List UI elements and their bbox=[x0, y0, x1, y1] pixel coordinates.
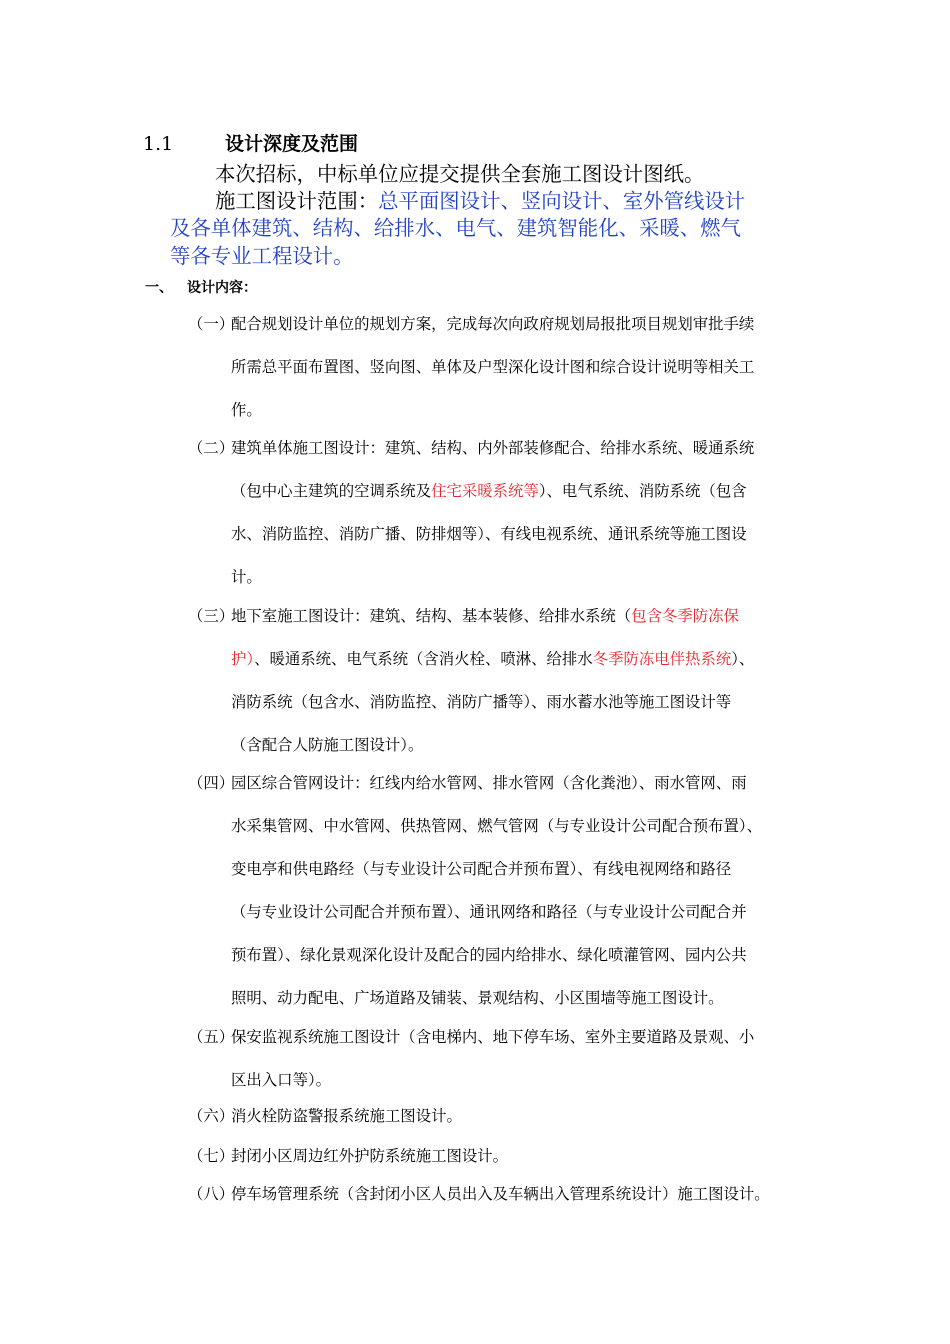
scope-line-1 bbox=[215, 186, 745, 216]
item-line: 水、消防监控、消防广播、防排烟等）、有线电视系统、通讯系统等施工图设 bbox=[231, 525, 747, 543]
item-text-segment: （包中心主建筑的空调系统及 bbox=[231, 482, 432, 500]
list-item bbox=[188, 595, 828, 767]
scope-label: 施工图设计范围： bbox=[215, 189, 379, 213]
subheading-mark: 一、 bbox=[145, 280, 173, 296]
item-line: 消火栓防盗警报系统施工图设计。 bbox=[231, 1107, 462, 1125]
item-line: （含配合人防施工图设计）。 bbox=[231, 736, 424, 754]
item-label: （一） bbox=[188, 315, 235, 333]
section-heading bbox=[143, 131, 358, 157]
list-item bbox=[188, 303, 828, 432]
item-label: （三） bbox=[188, 607, 235, 625]
section-number: 1.1 bbox=[143, 133, 174, 155]
scope-text: 总平面图设计、竖向设计、室外管线设计 bbox=[378, 189, 746, 213]
item-text bbox=[231, 1173, 816, 1216]
list-item bbox=[188, 1173, 828, 1216]
highlighted-text: 包含冬季防冻保 bbox=[631, 607, 739, 625]
item-line: 配合规划设计单位的规划方案，完成每次向政府规划局报批项目规划审批手续 bbox=[231, 315, 755, 333]
list-item bbox=[188, 1135, 828, 1178]
highlighted-text: 住宅采暖系统等 bbox=[431, 482, 539, 500]
section-title: 设计深度及范围 bbox=[225, 133, 359, 155]
item-line: （与专业设计公司配合并预布置）、通讯网络和路径（与专业设计公司配合并 bbox=[231, 903, 747, 921]
list-item bbox=[188, 427, 828, 599]
item-line: 所需总平面布置图、竖向图、单体及户型深化设计图和综合设计说明等相关工 bbox=[231, 358, 755, 376]
item-line: 计。 bbox=[231, 568, 262, 586]
item-label: （七） bbox=[188, 1147, 235, 1165]
item-line: 消防系统（包含水、消防监控、消防广播等）、雨水蓄水池等施工图设计等 bbox=[231, 693, 732, 711]
item-line: 停车场管理系统（含封闭小区人员出入及车辆出入管理系统设计）施工图设计。 bbox=[231, 1185, 770, 1203]
item-line: 保安监视系统施工图设计（含电梯内、地下停车场、室外主要道路及景观、小 bbox=[231, 1028, 755, 1046]
list-item bbox=[188, 1095, 828, 1138]
content-subheading bbox=[145, 278, 257, 298]
item-line bbox=[231, 470, 816, 513]
highlighted-text: 护） bbox=[231, 650, 255, 668]
item-text bbox=[231, 427, 816, 599]
item-text bbox=[231, 1135, 816, 1178]
item-text bbox=[231, 303, 816, 432]
item-line: 预布置）、绿化景观深化设计及配合的园内给排水、绿化喷灌管网、园内公共 bbox=[231, 946, 747, 964]
item-line bbox=[231, 595, 816, 638]
item-text-segment: 、暖通系统、电气系统（含消火栓、喷淋、给排水 bbox=[254, 650, 593, 668]
scope-line-2: 及各单体建筑、结构、给排水、电气、建筑智能化、采暖、燃气 bbox=[170, 216, 741, 240]
item-line bbox=[231, 638, 816, 681]
item-label: （八） bbox=[188, 1185, 235, 1203]
item-text bbox=[231, 595, 816, 767]
item-text-segment: 地下室施工图设计：建筑、结构、基本装修、给排水系统（ bbox=[231, 607, 632, 625]
item-line: 作。 bbox=[231, 401, 262, 419]
scope-line-3: 等各专业工程设计。 bbox=[170, 244, 354, 268]
list-item bbox=[188, 1016, 828, 1102]
subheading-title: 设计内容： bbox=[187, 280, 257, 296]
item-line: 区出入口等）。 bbox=[231, 1071, 332, 1089]
item-line: 变电亭和供电路经（与专业设计公司配合并预布置）、有线电视网络和路径 bbox=[231, 860, 732, 878]
item-label: （六） bbox=[188, 1107, 235, 1125]
item-text bbox=[231, 762, 816, 1020]
item-text-segment: ）、电气系统、消防系统（包含 bbox=[538, 482, 747, 500]
item-label: （二） bbox=[188, 439, 235, 457]
highlighted-text: 冬季防冻电伴热系统 bbox=[592, 650, 732, 668]
item-line: 封闭小区周边红外护防系统施工图设计。 bbox=[231, 1147, 509, 1165]
item-text bbox=[231, 1095, 816, 1138]
list-item bbox=[188, 762, 828, 1020]
item-line: 水采集管网、中水管网、供热管网、燃气管网（与专业设计公司配合预布置）、 bbox=[231, 817, 762, 835]
item-line: 园区综合管网设计：红线内给水管网、排水管网（含化粪池）、雨水管网、雨 bbox=[231, 774, 747, 792]
item-label: （五） bbox=[188, 1028, 235, 1046]
item-text-segment: ）、 bbox=[731, 650, 755, 668]
item-line: 照明、动力配电、广场道路及铺装、景观结构、小区围墙等施工图设计。 bbox=[231, 989, 724, 1007]
item-line: 建筑单体施工图设计：建筑、结构、内外部装修配合、给排水系统、暖通系统 bbox=[231, 439, 755, 457]
intro-paragraph: 本次招标，中标单位应提交提供全套施工图设计图纸。 bbox=[215, 162, 705, 186]
item-text bbox=[231, 1016, 816, 1102]
item-label: （四） bbox=[188, 774, 235, 792]
